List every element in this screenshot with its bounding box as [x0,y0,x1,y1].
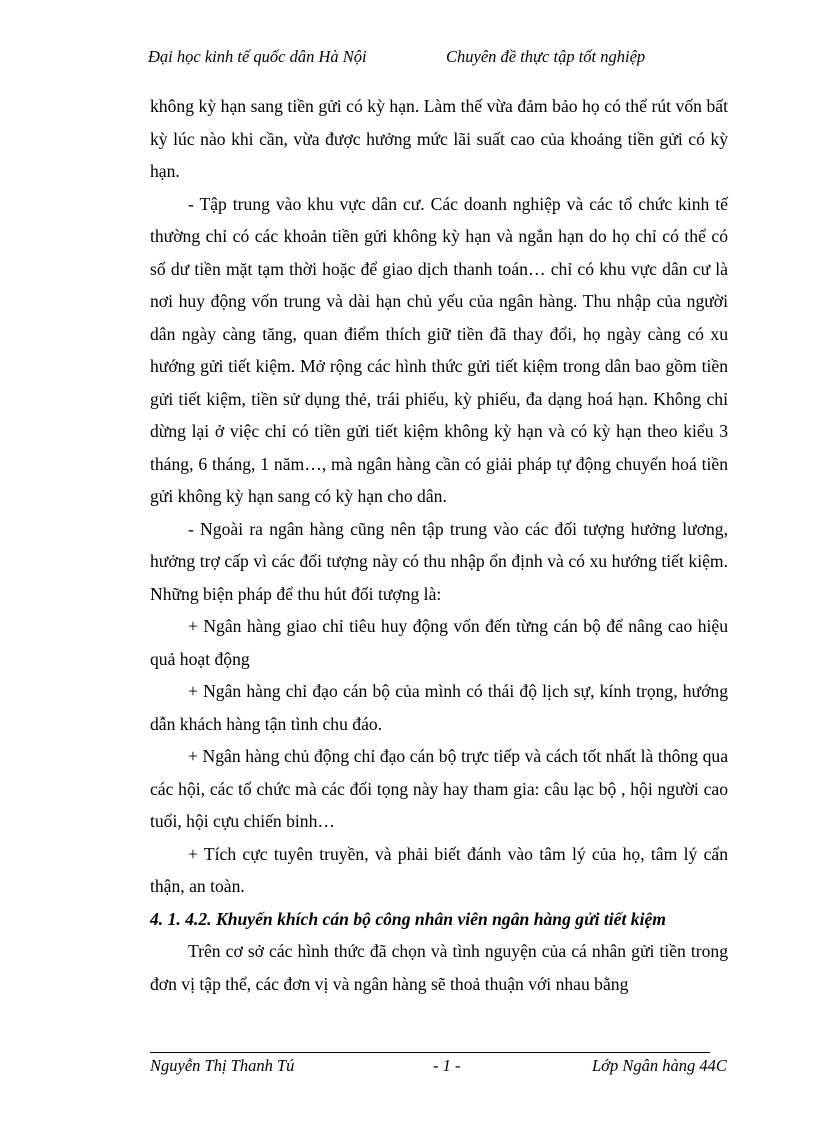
paragraph-measure-courtesy: + Ngân hàng chỉ đạo cán bộ của mình có thái độ lịch sự, kính trọng, hướng dẫn khách hàng tận tình chu đáo. [150,681,728,734]
footer-page-number: - 1 - [433,1056,461,1075]
section-heading: 4. 1. 4.2. Khuyến khích cán bộ công nhân viên ngân hàng gửi tiết kiệm [150,908,666,929]
page-footer [0,1056,816,1080]
paragraph-measure-quota: + Ngân hàng giao chỉ tiêu huy động vốn đến từng cán bộ để nâng cao hiệu quả hoạt động [150,616,728,669]
header-university: Đại học kinh tế quốc dân Hà Nội [148,47,367,66]
footer-class: Lớp Ngân hàng 44C [592,1056,727,1075]
header-document-title: Chuyên đề thực tập tốt nghiệp [446,47,646,66]
page-header [0,47,816,73]
paragraph-residential-focus: - Tập trung vào khu vực dân cư. Các doanh nghiệp và các tổ chức kinh tế thường chỉ có các khoản tiền gửi không kỳ hạn và ngắn hạn do họ chỉ có thể có số dư tiền mặt tạm thời hoặc để giao dịch thanh toán… chỉ có khu vực dân cư là nơi huy động vốn trung và dài hạn chủ yếu của ngân hàng. Thu nhập của người dân ngày càng tăng, quan điểm thích giữ tiền đã thay đổi, họ ngày càng có xu hướng gửi tiết kiệm. Mở rộng các hình thức gửi tiết kiệm trong dân bao gồm tiền gửi tiết kiệm, tiền sử dụng thẻ, trái phiếu, kỳ phiếu, đa dạng hoá hạn. Không chỉ dừng lại ở việc chỉ có tiền gửi tiết kiệm không kỳ hạn và có kỳ hạn theo kiểu 3 tháng, 6 tháng, 1 năm…, mà ngân hàng cần có giải pháp tự động chuyển hoá tiền gửi không kỳ hạn sang có kỳ hạn cho dân. [150,193,728,506]
paragraph-measure-promotion: + Tích cực tuyên truyền, và phải biết đánh vào tâm lý của họ, tâm lý cẩn thận, an toàn. [150,843,728,896]
footer-author: Nguyễn Thị Thanh Tú [150,1056,295,1075]
footer-divider [150,1052,710,1053]
paragraph-measure-associations: + Ngân hàng chủ động chỉ đạo cán bộ trực tiếp và cách tốt nhất là thông qua các hội, các tổ chức mà các đối tọng này hay tham gia: câu lạc bộ , hội người cao tuổi, hội cựu chiến binh… [150,746,728,831]
document-body [150,90,728,1000]
paragraph-continuation: không kỳ hạn sang tiền gửi có kỳ hạn. Làm thế vừa đảm bảo họ có thể rút vốn bất kỳ lúc nào khi cần, vừa được hưởng mức lãi suất cao của khoảng tiền gửi có kỳ hạn. [150,96,728,181]
paragraph-closing: Trên cơ sở các hình thức đã chọn và tình nguyện của cá nhân gửi tiền trong đơn vị tập thể, các đơn vị và ngân hàng sẽ thoả thuận với nhau bằng [150,941,728,994]
paragraph-salaried-targets: - Ngoài ra ngân hàng cũng nên tập trung vào các đối tượng hưởng lương, hưởng trợ cấp vì các đối tượng này có thu nhập ổn định và có xu hướng tiết kiệm. Những biện pháp để thu hút đối tượng là: [150,518,728,604]
